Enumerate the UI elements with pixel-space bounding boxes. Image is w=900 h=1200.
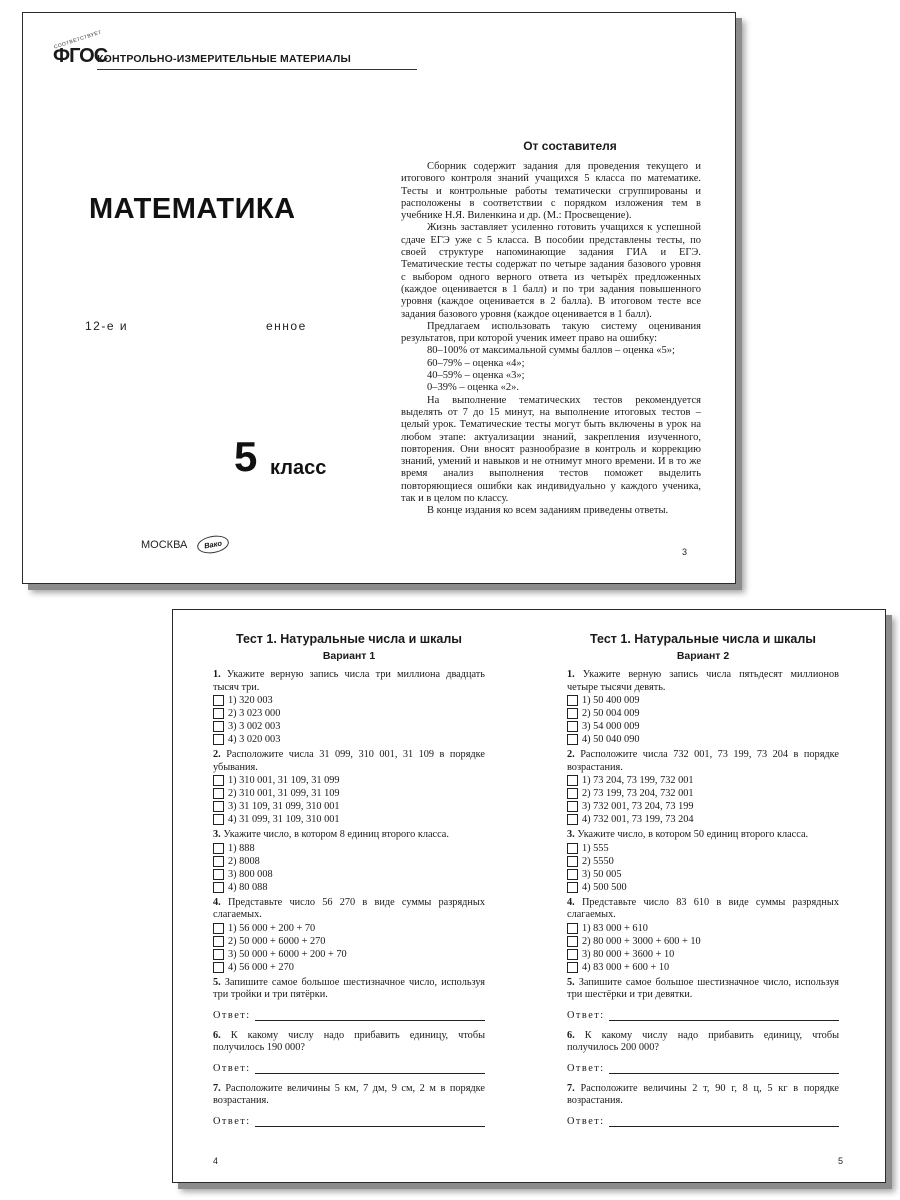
answer-checkbox[interactable] xyxy=(213,801,224,812)
variant-label: Вариант 2 xyxy=(676,650,730,662)
preface xyxy=(401,139,701,518)
answer-option-text: 4) 80 088 xyxy=(228,881,268,893)
question-body: Укажите верную запись числа три миллиона двадцать тысяч три. xyxy=(213,669,486,693)
question xyxy=(567,669,839,746)
answer-label: Ответ: xyxy=(213,1115,251,1127)
series-header xyxy=(51,29,381,73)
answer-label: Ответ: xyxy=(567,1115,605,1127)
answer-checkbox[interactable] xyxy=(567,801,578,812)
question-number: 3. xyxy=(213,829,221,840)
edition-text-start: 12-е и xyxy=(85,319,129,333)
answer-label: Ответ: xyxy=(213,1062,251,1074)
fgos-logo-text: ФГОС xyxy=(53,45,108,67)
answer-option-text: 2) 3 023 000 xyxy=(228,708,281,719)
question-body: Укажите число, в котором 8 единиц второго класса. xyxy=(223,829,449,840)
answer-option-text: 1) 555 xyxy=(582,842,609,854)
question xyxy=(213,749,485,826)
answer-checkbox[interactable] xyxy=(567,788,578,799)
answer-checkbox[interactable] xyxy=(213,949,224,960)
answer-checkbox[interactable] xyxy=(567,708,578,719)
answer-checkbox[interactable] xyxy=(213,708,224,719)
answer-checkbox[interactable] xyxy=(213,869,224,880)
question-body: Расположите величины 5 км, 7 дм, 9 см, 2 м в порядке возрастания. xyxy=(213,1082,485,1106)
question-number: 1. xyxy=(567,669,575,680)
question-body: Представьте число 83 610 в виде суммы разрядных слагаемых. xyxy=(567,896,840,920)
answer-option[interactable] xyxy=(567,694,839,707)
answer-checkbox[interactable] xyxy=(567,843,578,854)
answer-checkbox[interactable] xyxy=(213,962,224,973)
answer-checkbox[interactable] xyxy=(213,856,224,867)
grading-line: 60–79% – оценка «4»; xyxy=(427,357,525,369)
question-number: 6. xyxy=(213,1029,221,1041)
variant-label: Вариант 1 xyxy=(322,650,376,662)
question-body: К какому числу надо прибавить единицу, чтобы получилось 190 000? xyxy=(213,1029,485,1053)
answer-field xyxy=(567,1063,839,1074)
answer-option[interactable] xyxy=(213,881,485,894)
answer-checkbox[interactable] xyxy=(567,882,578,893)
answer-checkbox[interactable] xyxy=(213,814,224,825)
answer-option-text: 2) 80 000 + 3000 + 600 + 10 xyxy=(582,935,701,947)
answer-option[interactable] xyxy=(213,800,485,813)
answer-option-text: 2) 73 199, 73 204, 732 001 xyxy=(582,788,694,799)
answer-checkbox[interactable] xyxy=(567,775,578,786)
answer-option[interactable] xyxy=(567,774,839,787)
question-number: 1. xyxy=(213,669,221,680)
answer-option[interactable] xyxy=(213,813,485,826)
question-text xyxy=(213,829,485,842)
answer-option[interactable] xyxy=(567,842,839,855)
answer-option[interactable] xyxy=(567,868,839,881)
answer-checkbox[interactable] xyxy=(213,843,224,854)
question-body: К какому числу надо прибавить единицу, чтобы получилось 200 000? xyxy=(567,1029,839,1053)
answer-option[interactable] xyxy=(567,948,839,961)
answer-label: Ответ: xyxy=(213,1009,251,1021)
answer-checkbox[interactable] xyxy=(567,936,578,947)
subject-title: МАТЕМАТИКА xyxy=(89,193,296,225)
question-number: 5. xyxy=(213,976,221,988)
answer-option-text: 1) 50 400 009 xyxy=(582,695,640,706)
answer-option[interactable] xyxy=(567,813,839,826)
answer-option[interactable] xyxy=(567,707,839,720)
test-page-variant-2 xyxy=(567,632,839,1136)
answer-checkbox[interactable] xyxy=(567,814,578,825)
question-text xyxy=(567,749,839,774)
test-page-variant-1 xyxy=(213,632,485,1136)
series-label: КОНТРОЛЬНО-ИЗМЕРИТЕЛЬНЫЕ МАТЕРИАЛЫ xyxy=(97,53,351,65)
question-body: Запишите самое большое шестизначное число, используя три шестёрки и три девятки. xyxy=(567,976,840,1000)
question-body: Расположите числа 31 099, 310 001, 31 109 в порядке убывания. xyxy=(213,749,485,773)
answer-option-text: 2) 5550 xyxy=(582,855,614,867)
answer-option[interactable] xyxy=(567,935,839,948)
answer-option[interactable] xyxy=(567,855,839,868)
answer-input-line[interactable] xyxy=(609,1011,839,1021)
question xyxy=(213,977,485,1021)
answer-checkbox[interactable] xyxy=(213,695,224,706)
title-spread xyxy=(22,12,736,584)
preface-paragraph: На выполнение тематических тестов рекомендуется выделять от 7 до 15 минут, на выполнение итоговых тестов – целый урок. Тематические тесты могут быть включены в урок на любом этапе: актуализации знаний, закрепления изученного, повторения. Они вносят разнообразие в контроль и коррекцию знаний, умений и навыков и не отнимут много времени. И в то же время анализ выполнения тестов поможет выделить повторяющиеся ошибки как индивидуально у каждого ученика, так и в целом по классу. xyxy=(401,394,701,505)
answer-option[interactable] xyxy=(567,922,839,935)
answer-option-text: 3) 3 002 003 xyxy=(228,721,281,732)
answer-option[interactable] xyxy=(213,733,485,746)
answer-option[interactable] xyxy=(213,787,485,800)
answer-option[interactable] xyxy=(567,720,839,733)
answer-field xyxy=(213,1063,485,1074)
answer-option[interactable] xyxy=(213,694,485,707)
question-text xyxy=(213,669,485,694)
answer-option[interactable] xyxy=(213,935,485,948)
answer-option-text: 1) 83 000 + 610 xyxy=(582,922,648,934)
answer-option[interactable] xyxy=(213,855,485,868)
answer-option-text: 1) 310 001, 31 109, 31 099 xyxy=(228,775,340,786)
answer-option-text: 3) 50 005 xyxy=(582,868,622,880)
answer-checkbox[interactable] xyxy=(213,788,224,799)
question-body: Запишите самое большое шестизначное число, используя три тройки и три пятёрки. xyxy=(213,976,486,1000)
test-title: Тест 1. Натуральные числа и шкалы xyxy=(590,632,816,646)
question xyxy=(213,1083,485,1127)
question-number: 3. xyxy=(567,829,575,840)
question xyxy=(567,749,839,826)
answer-option-text: 3) 800 008 xyxy=(228,868,273,880)
grading-line: 0–39% – оценка «2». xyxy=(427,382,519,394)
question xyxy=(567,977,839,1021)
answer-option-text: 3) 732 001, 73 204, 73 199 xyxy=(582,801,694,812)
test-title: Тест 1. Натуральные числа и шкалы xyxy=(236,632,462,646)
answer-option-text: 3) 80 000 + 3600 + 10 xyxy=(582,948,675,960)
answer-option[interactable] xyxy=(213,720,485,733)
answer-checkbox[interactable] xyxy=(213,923,224,934)
grade-word: класс xyxy=(270,457,327,479)
answer-option-text: 1) 320 003 xyxy=(228,695,273,706)
answer-checkbox[interactable] xyxy=(213,734,224,745)
publisher-city: МОСКВА xyxy=(141,539,188,551)
answer-checkbox[interactable] xyxy=(567,962,578,973)
answer-checkbox[interactable] xyxy=(567,856,578,867)
question-text xyxy=(213,749,485,774)
answer-checkbox[interactable] xyxy=(213,882,224,893)
answer-field xyxy=(567,1010,839,1021)
answer-option[interactable] xyxy=(213,774,485,787)
test-spread xyxy=(172,609,886,1183)
question-text xyxy=(567,1083,839,1108)
grading-line: 40–59% – оценка «3»; xyxy=(427,370,525,382)
edition-text-end: енное xyxy=(266,319,307,333)
question-body: Расположите числа 732 001, 73 199, 73 204 в порядке возрастания. xyxy=(567,749,839,773)
question xyxy=(213,1030,485,1074)
question-number: 4. xyxy=(213,896,221,908)
answer-option[interactable] xyxy=(567,787,839,800)
answer-option[interactable] xyxy=(213,961,485,974)
answer-field xyxy=(567,1116,839,1127)
question-body: Расположите величины 2 т, 90 г, 8 ц, 5 кг в порядке возрастания. xyxy=(567,1082,839,1106)
question xyxy=(213,829,485,894)
answer-label: Ответ: xyxy=(567,1062,605,1074)
answer-option-text: 4) 3 020 003 xyxy=(228,734,281,745)
answer-option[interactable] xyxy=(567,800,839,813)
question xyxy=(213,897,485,974)
answer-option[interactable] xyxy=(213,842,485,855)
answer-input-line[interactable] xyxy=(609,1117,839,1127)
answer-option-text: 3) 54 000 009 xyxy=(582,721,640,732)
answer-input-line[interactable] xyxy=(609,1064,839,1074)
preface-paragraph: Предлагаем использовать такую систему оценивания результатов, при которой ученик имеет право на ошибку: xyxy=(401,320,701,345)
question xyxy=(567,897,839,974)
answer-option[interactable] xyxy=(567,733,839,746)
preface-paragraph: В конце издания ко всем заданиям приведены ответы. xyxy=(427,505,669,517)
answer-option-text: 1) 888 xyxy=(228,842,255,854)
answer-checkbox[interactable] xyxy=(567,923,578,934)
fgos-logo xyxy=(51,29,108,73)
question-text xyxy=(213,1030,485,1055)
publisher-logo: Вако xyxy=(196,533,230,555)
answer-checkbox[interactable] xyxy=(213,936,224,947)
answer-option-text: 2) 8008 xyxy=(228,855,260,867)
answer-checkbox[interactable] xyxy=(567,949,578,960)
answer-checkbox[interactable] xyxy=(567,721,578,732)
fgos-logo-arc-text: СООТВЕТСТВУЕТ xyxy=(53,29,103,51)
answer-option[interactable] xyxy=(567,961,839,974)
answer-label: Ответ: xyxy=(567,1009,605,1021)
question-number: 7. xyxy=(567,1082,575,1094)
question-number: 5. xyxy=(567,976,575,988)
question-body: Представьте число 56 270 в виде суммы разрядных слагаемых. xyxy=(213,896,486,920)
answer-field xyxy=(213,1010,485,1021)
page-number: 3 xyxy=(682,547,688,557)
question-text xyxy=(567,829,839,842)
answer-option[interactable] xyxy=(213,707,485,720)
question-number: 4. xyxy=(567,896,575,908)
preface-title: От составителя xyxy=(523,139,617,153)
answer-option-text: 2) 50 000 + 6000 + 270 xyxy=(228,935,326,947)
question xyxy=(567,1083,839,1127)
grade-number: 5 xyxy=(234,433,258,480)
answer-option-text: 1) 56 000 + 200 + 70 xyxy=(228,922,316,934)
question-body: Укажите число, в котором 50 единиц второго класса. xyxy=(577,829,809,840)
question-number: 7. xyxy=(213,1082,221,1094)
answer-option[interactable] xyxy=(213,948,485,961)
question xyxy=(213,669,485,746)
answer-input-line[interactable] xyxy=(255,1117,485,1127)
answer-option-text: 4) 50 040 090 xyxy=(582,734,640,745)
question-text xyxy=(213,897,485,922)
question-text xyxy=(213,1083,485,1108)
question-text xyxy=(213,977,485,1002)
answer-option-text: 4) 31 099, 31 109, 310 001 xyxy=(228,814,340,825)
answer-checkbox[interactable] xyxy=(567,695,578,706)
question-number: 2. xyxy=(567,749,575,760)
question-number: 2. xyxy=(213,749,221,760)
answer-input-line[interactable] xyxy=(255,1064,485,1074)
answer-input-line[interactable] xyxy=(255,1011,485,1021)
answer-option-text: 4) 83 000 + 600 + 10 xyxy=(582,961,670,973)
question xyxy=(567,1030,839,1074)
answer-option-text: 3) 31 109, 31 099, 310 001 xyxy=(228,801,340,812)
answer-option[interactable] xyxy=(567,881,839,894)
answer-option-text: 4) 56 000 + 270 xyxy=(228,961,294,973)
answer-checkbox[interactable] xyxy=(567,734,578,745)
grading-line: 80–100% от максимальной суммы баллов – оценка «5»; xyxy=(427,345,675,357)
answer-option-text: 2) 310 001, 31 099, 31 109 xyxy=(228,788,340,799)
question-text xyxy=(567,669,839,694)
answer-option-text: 3) 50 000 + 6000 + 200 + 70 xyxy=(228,948,347,960)
question-text xyxy=(567,977,839,1002)
answer-option[interactable] xyxy=(213,922,485,935)
answer-option-text: 4) 500 500 xyxy=(582,881,627,893)
answer-option-text: 1) 73 204, 73 199, 732 001 xyxy=(582,775,694,786)
answer-option-text: 4) 732 001, 73 199, 73 204 xyxy=(582,814,694,825)
answer-checkbox[interactable] xyxy=(213,775,224,786)
question-body: Укажите верную запись числа пятьдесят миллионов четыре тысячи девять. xyxy=(567,669,839,693)
preface-paragraph: Жизнь заставляет усиленно готовить учащихся к успешной сдаче ЕГЭ уже с 5 класса. В пособии представлены тесты, по своей структуре напоминающие задания ГИА и ЕГЭ. Тематические тесты содержат по четыре задания базового уровня с выбором одного верного ответа из четырёх предложенных (каждое оценивается в 1 балл) и по три задания повышенного уровня (каждое оценивается в 2 балла). В итоговом тесте все задания базового уровня (каждое оценивается в 1 балл). xyxy=(401,222,701,320)
question-number: 6. xyxy=(567,1029,575,1041)
answer-checkbox[interactable] xyxy=(213,721,224,732)
answer-checkbox[interactable] xyxy=(567,869,578,880)
answer-field xyxy=(213,1116,485,1127)
question-text xyxy=(567,1030,839,1055)
preface-paragraph: Сборник содержит задания для проведения текущего и итогового контроля знаний учащихся 5 класса по математике. Тесты и контрольные работы тематически сгруппированы и расположены в соответствии с порядком изложения тем в учебнике Н.Я. Виленкина и др. (М.: Просвещение). xyxy=(401,161,701,222)
page-number: 5 xyxy=(838,1156,844,1166)
answer-option[interactable] xyxy=(213,868,485,881)
question-text xyxy=(567,897,839,922)
answer-option-text: 2) 50 004 009 xyxy=(582,708,640,719)
series-rule xyxy=(97,69,417,70)
page-number: 4 xyxy=(213,1156,219,1166)
question xyxy=(567,829,839,894)
